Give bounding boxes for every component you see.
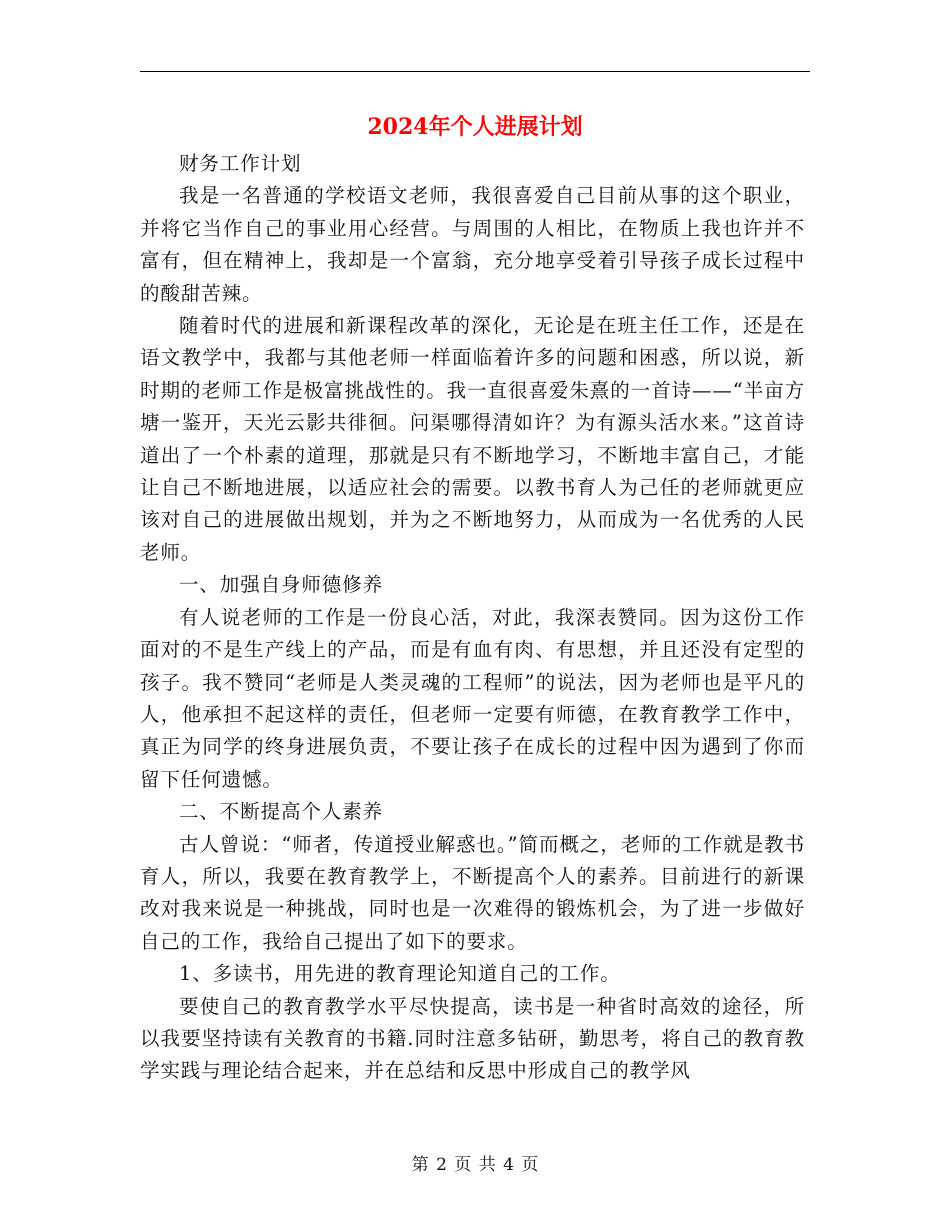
paragraph: 有人说老师的工作是一份良心活，对此，我深表赞同。因为这份工作面对的不是生产线上的产品，而是有血有肉、有思想，并且还没有定型的孩子。我不赞同“老师是人类灵魂的工程师”的说法，因为老师也是平凡的人，他承担不起这样的责任，但老师一定要有师德，在教育教学工作中，真正为同学的终身进展负责，不要让孩子在成长的过程中因为遇到了你而留下任何遗憾。 — [140, 605, 805, 791]
document-title: 2024年个人进展计划 — [367, 114, 583, 140]
paragraph: 要使自己的教育教学水平尽快提高，读书是一种省时高效的途径，所以我要坚持读有关教育的书籍.同时注意多钻研，勤思考，将自己的教育教学实践与理论结合起来，并在总结和反思中形成自己的教学风 — [140, 994, 805, 1083]
header-rule — [140, 71, 810, 72]
paragraph-section-label: 财务工作计划 — [179, 152, 302, 175]
page-number-footer: 第 2 页 共 4 页 — [411, 1155, 539, 1175]
section-heading: 一、加强自身师德修养 — [179, 573, 384, 597]
subsection-heading: 1、多读书，用先进的教育理论知道自己的工作。 — [179, 962, 621, 986]
section-heading: 二、不断提高个人素养 — [179, 800, 384, 824]
paragraph: 我是一名普通的学校语文老师，我很喜爱自己目前从事的这个职业，并将它当作自己的事业用心经营。与周围的人相比，在物质上我也许并不富有，但在精神上，我却是一个富翁，充分地享受着引导孩子成长过程中的酸甜苦辣。 — [140, 184, 805, 305]
paragraph: 古人曾说：“师者，传道授业解惑也。”简而概之，老师的工作就是教书育人，所以，我要在教育教学上，不断提高个人的素养。目前进行的新课改对我来说是一种挑战，同时也是一次难得的锻炼机会，为了进一步做好自己的工作，我给自己提出了如下的要求。 — [140, 832, 805, 953]
paragraph: 随着时代的进展和新课程改革的深化，无论是在班主任工作，还是在语文教学中，我都与其他老师一样面临着许多的问题和困惑，所以说，新时期的老师工作是极富挑战性的。我一直很喜爱朱熹的一首诗——“半亩方塘一鉴开，天光云影共徘徊。问渠哪得清如许？为有源头活水来。”这首诗道出了一个朴素的道理，那就是只有不断地学习，不断地丰富自己，才能让自己不断地进展，以适应社会的需要。以教书育人为己任的老师就更应该对自己的进展做出规划，并为之不断地努力，从而成为一名优秀的人民老师。 — [140, 314, 805, 564]
document-body — [140, 148, 805, 1088]
